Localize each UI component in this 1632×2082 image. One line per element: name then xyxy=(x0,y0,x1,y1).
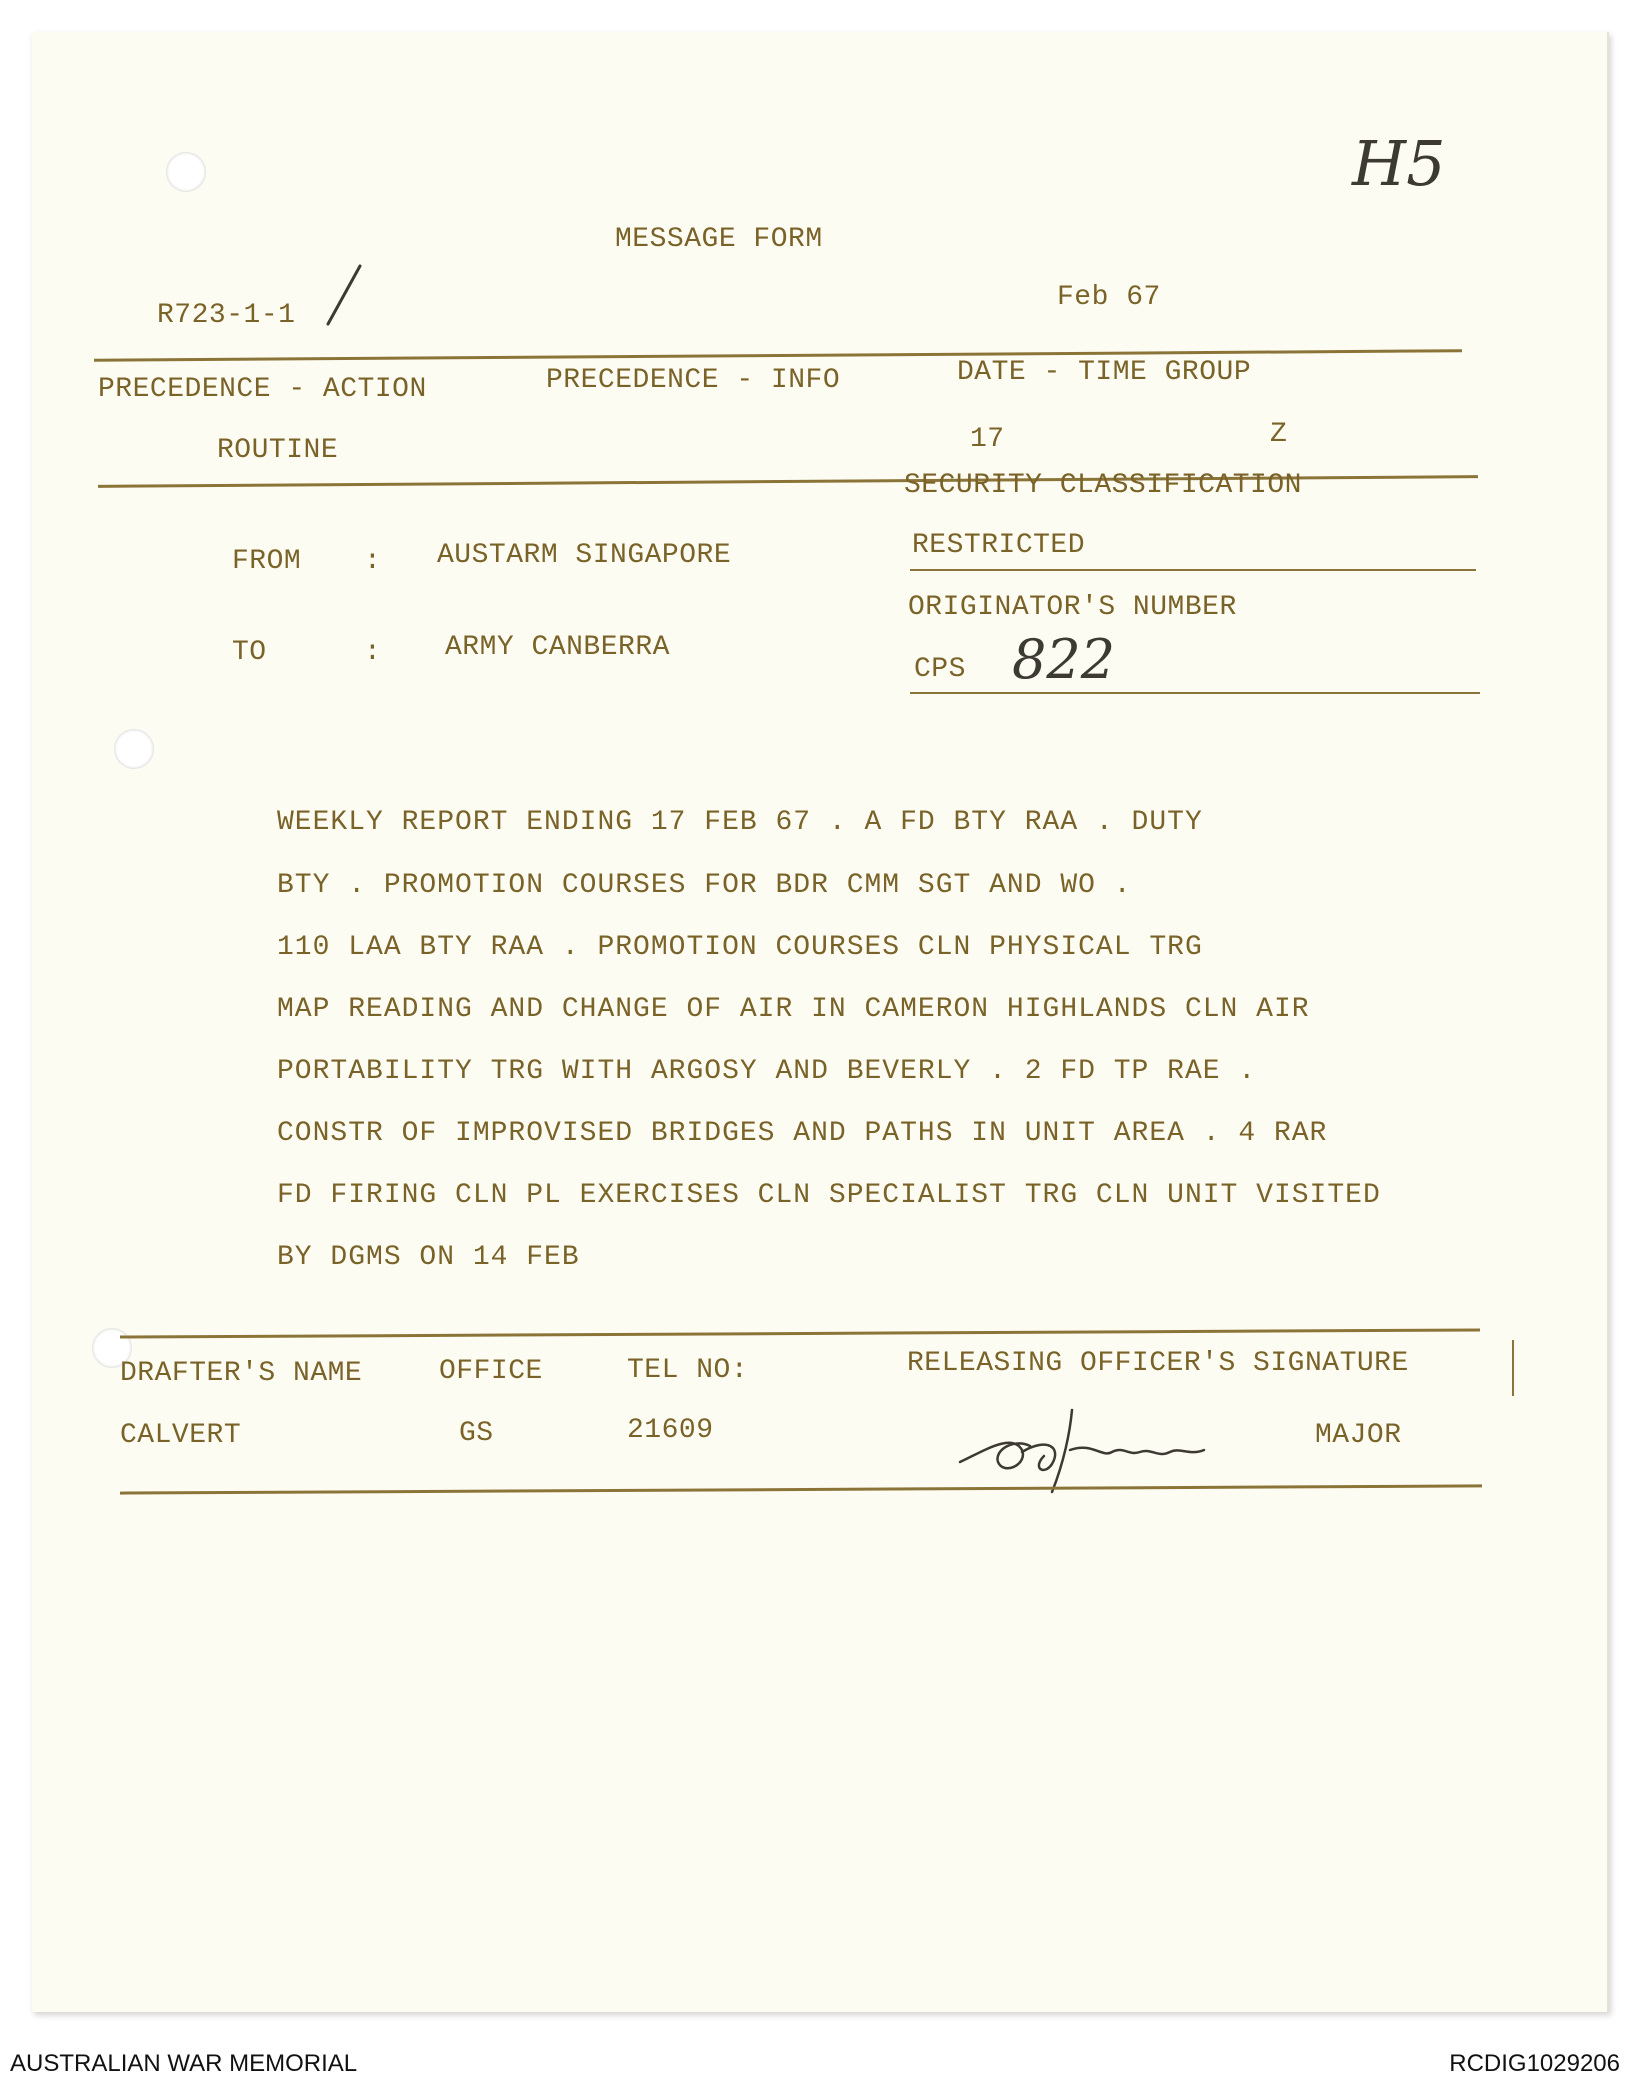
message-body-line: CONSTR OF IMPROVISED BRIDGES AND PATHS IN UNIT AREA . 4 RAR xyxy=(277,1118,1328,1149)
security-classification-value: RESTRICTED xyxy=(912,530,1086,561)
punch-hole-middle xyxy=(114,729,154,769)
rule-bottom-upper xyxy=(120,1328,1480,1338)
office-value: GS xyxy=(459,1418,494,1449)
message-body-line: BY DGMS ON 14 FEB xyxy=(277,1242,580,1273)
originators-number-label: ORIGINATOR'S NUMBER xyxy=(908,592,1237,623)
originator-prefix: CPS xyxy=(914,654,966,685)
form-title: MESSAGE FORM xyxy=(615,224,823,255)
dtg-day: 17 xyxy=(970,424,1005,455)
message-form-sheet xyxy=(32,32,1609,2012)
tel-no-label: TEL NO: xyxy=(627,1355,749,1386)
rule-top xyxy=(94,349,1462,362)
precedence-action-label: PRECEDENCE - ACTION xyxy=(98,374,427,405)
rule-bottom-lower xyxy=(120,1484,1482,1494)
drafter-value: CALVERT xyxy=(120,1420,242,1451)
date-time-group-label: DATE - TIME GROUP xyxy=(957,357,1252,388)
message-body-line: FD FIRING CLN PL EXERCISES CLN SPECIALIST TRG CLN UNIT VISITED xyxy=(277,1180,1381,1211)
message-body-line: WEEKLY REPORT ENDING 17 FEB 67 . A FD BTY RAA . DUTY xyxy=(277,807,1203,838)
from-label: FROM xyxy=(232,546,302,577)
message-body-line: PORTABILITY TRG WITH ARGOSY AND BEVERLY . 2 FD TP RAE . xyxy=(277,1056,1257,1087)
archive-footer-left: AUSTRALIAN WAR MEMORIAL xyxy=(10,2050,358,2077)
handwritten-tick-mark xyxy=(320,260,370,330)
rule-originator xyxy=(910,692,1480,694)
from-colon: : xyxy=(364,546,382,577)
to-colon: : xyxy=(364,637,382,668)
originator-number-handwritten: 822 xyxy=(1012,628,1116,691)
message-body-line: BTY . PROMOTION COURSES FOR BDR CMM SGT AND WO . xyxy=(277,870,1132,901)
from-value: AUSTARM SINGAPORE xyxy=(437,540,732,571)
archive-footer-right: RCDIG1029206 xyxy=(1449,2050,1620,2077)
to-label: TO xyxy=(232,637,267,668)
releasing-rank: MAJOR xyxy=(1315,1420,1402,1451)
message-body-line: 110 LAA BTY RAA . PROMOTION COURSES CLN PHYSICAL TRG xyxy=(277,932,1203,963)
handwritten-page-ref: H5 xyxy=(1352,127,1446,200)
security-classification-label: SECURITY CLASSIFICATION xyxy=(904,470,1302,501)
rule-security xyxy=(910,569,1476,571)
message-body-line: MAP READING AND CHANGE OF AIR IN CAMERON HIGHLANDS CLN AIR xyxy=(277,994,1310,1025)
form-date: Feb 67 xyxy=(1057,282,1161,313)
to-value: ARMY CANBERRA xyxy=(445,632,670,663)
dtg-zone: Z xyxy=(1270,419,1288,450)
file-reference: R723-1-1 xyxy=(157,300,296,331)
precedence-action-value: ROUTINE xyxy=(217,435,339,466)
punch-hole-top xyxy=(166,152,206,192)
rule-right-margin xyxy=(1512,1340,1514,1396)
releasing-signature-label: RELEASING OFFICER'S SIGNATURE xyxy=(907,1348,1409,1379)
tel-no-value: 21609 xyxy=(627,1415,714,1446)
precedence-info-label: PRECEDENCE - INFO xyxy=(546,365,841,396)
drafters-name-label: DRAFTER'S NAME xyxy=(120,1358,363,1389)
office-label: OFFICE xyxy=(439,1356,543,1387)
